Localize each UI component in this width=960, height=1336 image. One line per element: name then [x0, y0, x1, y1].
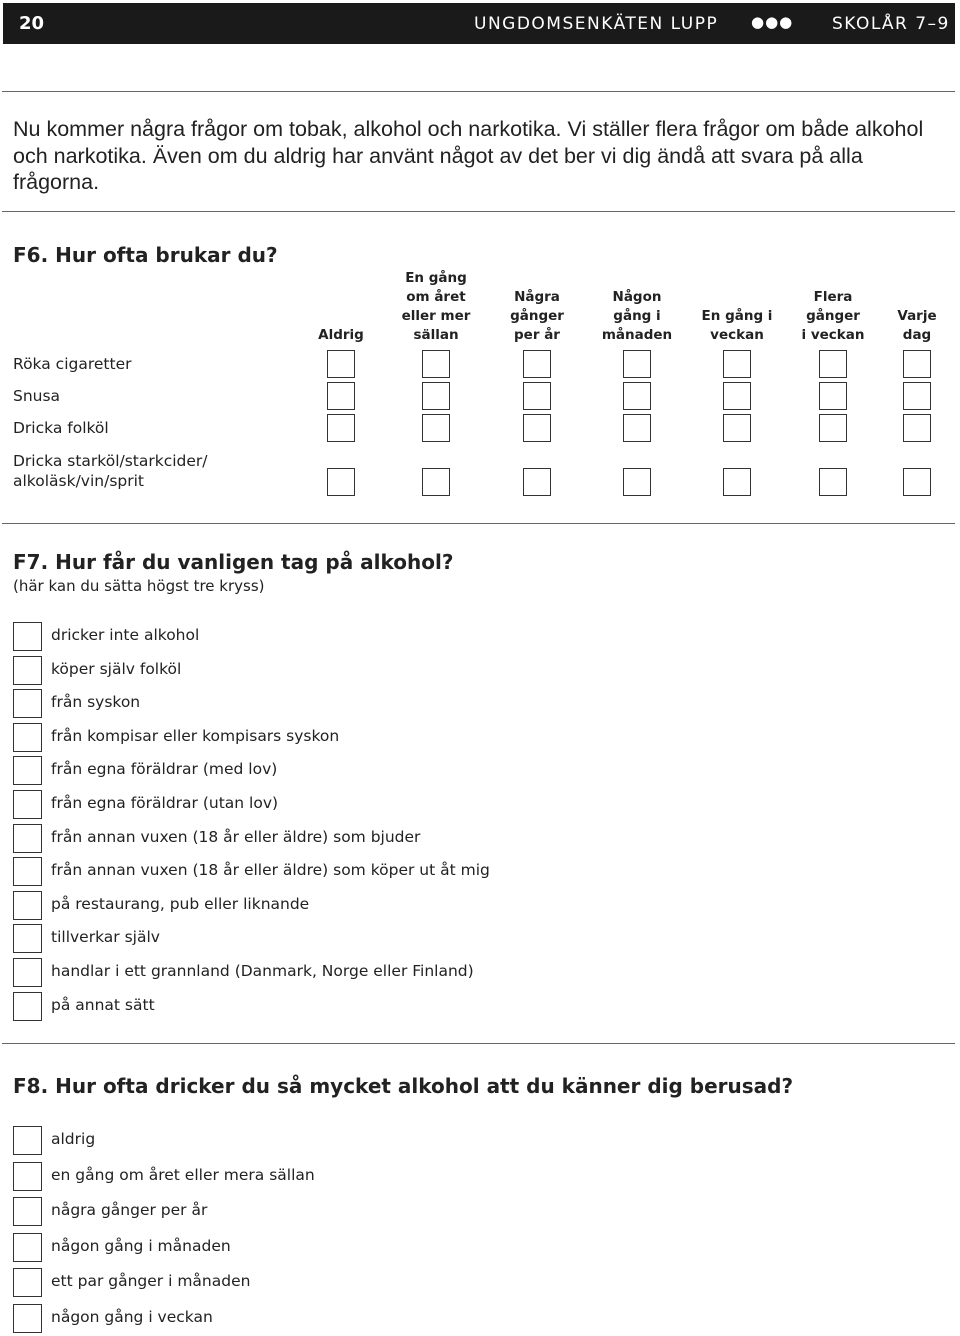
f6-row-label-line: Dricka folköl: [13, 419, 109, 437]
f6-row-label: [13, 354, 131, 374]
f7-option-checkbox[interactable]: [13, 891, 42, 920]
f7-option-checkbox[interactable]: [13, 756, 42, 785]
f6-answer-checkbox[interactable]: [723, 350, 751, 378]
f7-option-checkbox[interactable]: [13, 857, 42, 886]
survey-title: UNGDOMSENKÄTEN LUPP: [474, 14, 719, 34]
f8-option-label: ett par gånger i månaden: [51, 1272, 251, 1291]
f6-column-header-line: Några: [514, 289, 560, 305]
f8-option-checkbox[interactable]: [13, 1162, 42, 1191]
f6-answer-checkbox[interactable]: [903, 414, 931, 442]
f6-column-header: [867, 307, 960, 345]
f6-row-label-line: Röka cigaretter: [13, 355, 132, 373]
grade-label: SKOLÅR 7–9: [832, 14, 950, 34]
f6-answer-checkbox[interactable]: [903, 382, 931, 410]
f7-option-label: dricker inte alkohol: [51, 626, 200, 644]
divider: [2, 211, 955, 212]
f7-option-checkbox[interactable]: [13, 824, 42, 853]
f6-column-header-line: Flera: [813, 289, 853, 305]
f7-option-label: köper själv folköl: [51, 659, 182, 678]
f7-option-label: handlar i ett grannland (Danmark, Norge eller Finland): [51, 962, 474, 980]
page-number: 20: [19, 13, 45, 34]
f6-column-header-line: om året: [406, 289, 466, 305]
f7-question-title: F7. Hur får du vanligen tag på alkohol?: [13, 550, 454, 574]
f6-row-label: [13, 418, 109, 438]
f6-answer-checkbox[interactable]: [819, 468, 847, 496]
f8-option-checkbox[interactable]: [13, 1268, 42, 1297]
f8-option-label: någon gång i månaden: [51, 1236, 231, 1255]
f6-column-header: [487, 288, 587, 345]
f8-option-checkbox[interactable]: [13, 1233, 42, 1262]
f6-answer-checkbox[interactable]: [723, 382, 751, 410]
f6-column-header-line: i veckan: [801, 327, 865, 343]
f7-option-label: från kompisar eller kompisars syskon: [51, 726, 340, 745]
f8-option-checkbox[interactable]: [13, 1197, 42, 1226]
f6-column-header: [587, 288, 687, 345]
f7-option-checkbox[interactable]: [13, 992, 42, 1021]
f7-option-label: från syskon: [51, 693, 141, 712]
f6-answer-checkbox[interactable]: [623, 414, 651, 442]
f7-option-checkbox[interactable]: [13, 622, 42, 651]
f6-column-header-line: per år: [514, 327, 560, 343]
f6-answer-checkbox[interactable]: [523, 350, 551, 378]
f6-answer-checkbox[interactable]: [327, 468, 355, 496]
divider: [2, 1043, 955, 1044]
f6-column-header: [386, 269, 486, 345]
f6-column-header-line: dag: [902, 327, 932, 343]
f6-row-label: [13, 451, 208, 491]
f7-option-label: från egna föräldrar (med lov): [51, 760, 278, 779]
f6-column-header-line: Aldrig: [318, 327, 364, 343]
f6-column-header-line: veckan: [710, 327, 764, 343]
f6-answer-checkbox[interactable]: [422, 468, 450, 496]
f6-answer-checkbox[interactable]: [623, 468, 651, 496]
f6-answer-checkbox[interactable]: [422, 382, 450, 410]
f6-column-header-line: Någon: [612, 289, 662, 305]
divider: [2, 523, 955, 524]
f8-option-label: några gånger per år: [51, 1201, 208, 1220]
f6-column-header-line: Varje: [897, 308, 937, 324]
f8-option-checkbox[interactable]: [13, 1126, 42, 1155]
f6-column-header: [291, 326, 391, 345]
f7-option-label: på annat sätt: [51, 995, 155, 1014]
f6-column-header-line: En gång i: [701, 308, 773, 324]
header-separator: ●●●: [751, 13, 794, 31]
f7-option-checkbox[interactable]: [13, 790, 42, 819]
f7-option-label: från annan vuxen (18 år eller äldre) som köper ut åt mig: [51, 861, 490, 880]
f8-option-checkbox[interactable]: [13, 1304, 42, 1333]
f6-column-header-line: gång i: [613, 308, 661, 324]
f7-option-checkbox[interactable]: [13, 958, 42, 987]
f7-option-label: från annan vuxen (18 år eller äldre) som bjuder: [51, 827, 421, 846]
f7-option-label: på restaurang, pub eller liknande: [51, 894, 310, 913]
f6-column-header-line: sällan: [413, 327, 459, 343]
f6-answer-checkbox[interactable]: [903, 468, 931, 496]
f6-answer-checkbox[interactable]: [623, 382, 651, 410]
f6-row-label-line: Snusa: [13, 387, 61, 405]
f7-option-checkbox[interactable]: [13, 656, 42, 685]
f6-column-header-line: eller mer: [401, 308, 471, 324]
f6-answer-checkbox[interactable]: [327, 350, 355, 378]
divider: [2, 91, 955, 92]
f6-answer-checkbox[interactable]: [819, 350, 847, 378]
f6-row-label-line: alkoläsk/vin/sprit: [13, 472, 144, 490]
f8-option-label: en gång om året eller mera sällan: [51, 1165, 315, 1184]
f6-column-header-line: månaden: [601, 327, 673, 343]
f6-answer-checkbox[interactable]: [422, 414, 450, 442]
f6-answer-checkbox[interactable]: [819, 414, 847, 442]
f6-column-header-line: gånger: [806, 308, 860, 324]
f7-option-checkbox[interactable]: [13, 689, 42, 718]
f8-option-label: aldrig: [51, 1130, 96, 1148]
f6-answer-checkbox[interactable]: [903, 350, 931, 378]
f8-option-label: någon gång i veckan: [51, 1308, 213, 1326]
f6-answer-checkbox[interactable]: [623, 350, 651, 378]
f6-answer-checkbox[interactable]: [523, 414, 551, 442]
f6-answer-checkbox[interactable]: [327, 414, 355, 442]
f6-answer-checkbox[interactable]: [422, 350, 450, 378]
f6-answer-checkbox[interactable]: [819, 382, 847, 410]
page-header: [3, 3, 955, 44]
f6-row-label-line: Dricka starköl/starkcider/: [13, 452, 208, 470]
f6-answer-checkbox[interactable]: [327, 382, 355, 410]
f7-option-checkbox[interactable]: [13, 723, 42, 752]
f6-column-header: [687, 307, 787, 345]
f6-answer-checkbox[interactable]: [723, 468, 751, 496]
f6-answer-checkbox[interactable]: [723, 414, 751, 442]
intro-text: Nu kommer några frågor om tobak, alkohol och narkotika. Vi ställer flera frågor om både alkohol och narkotika. Även om du aldrig har använt något av det ber vi dig ändå att svara på alla frågorna.: [13, 117, 924, 194]
f6-answer-checkbox[interactable]: [523, 382, 551, 410]
f6-question-title: F6. Hur ofta brukar du?: [13, 243, 278, 267]
f6-row-label: [13, 386, 60, 406]
f7-option-label: från egna föräldrar (utan lov): [51, 794, 279, 812]
f7-instruction: (här kan du sätta högst tre kryss): [13, 577, 265, 595]
f8-question-title: F8. Hur ofta dricker du så mycket alkohol att du känner dig berusad?: [13, 1074, 794, 1098]
f6-column-header-line: En gång: [405, 270, 467, 286]
f6-column-header-line: gånger: [510, 308, 564, 324]
f6-answer-checkbox[interactable]: [523, 468, 551, 496]
f7-option-label: tillverkar själv: [51, 928, 160, 947]
f7-option-checkbox[interactable]: [13, 924, 42, 953]
